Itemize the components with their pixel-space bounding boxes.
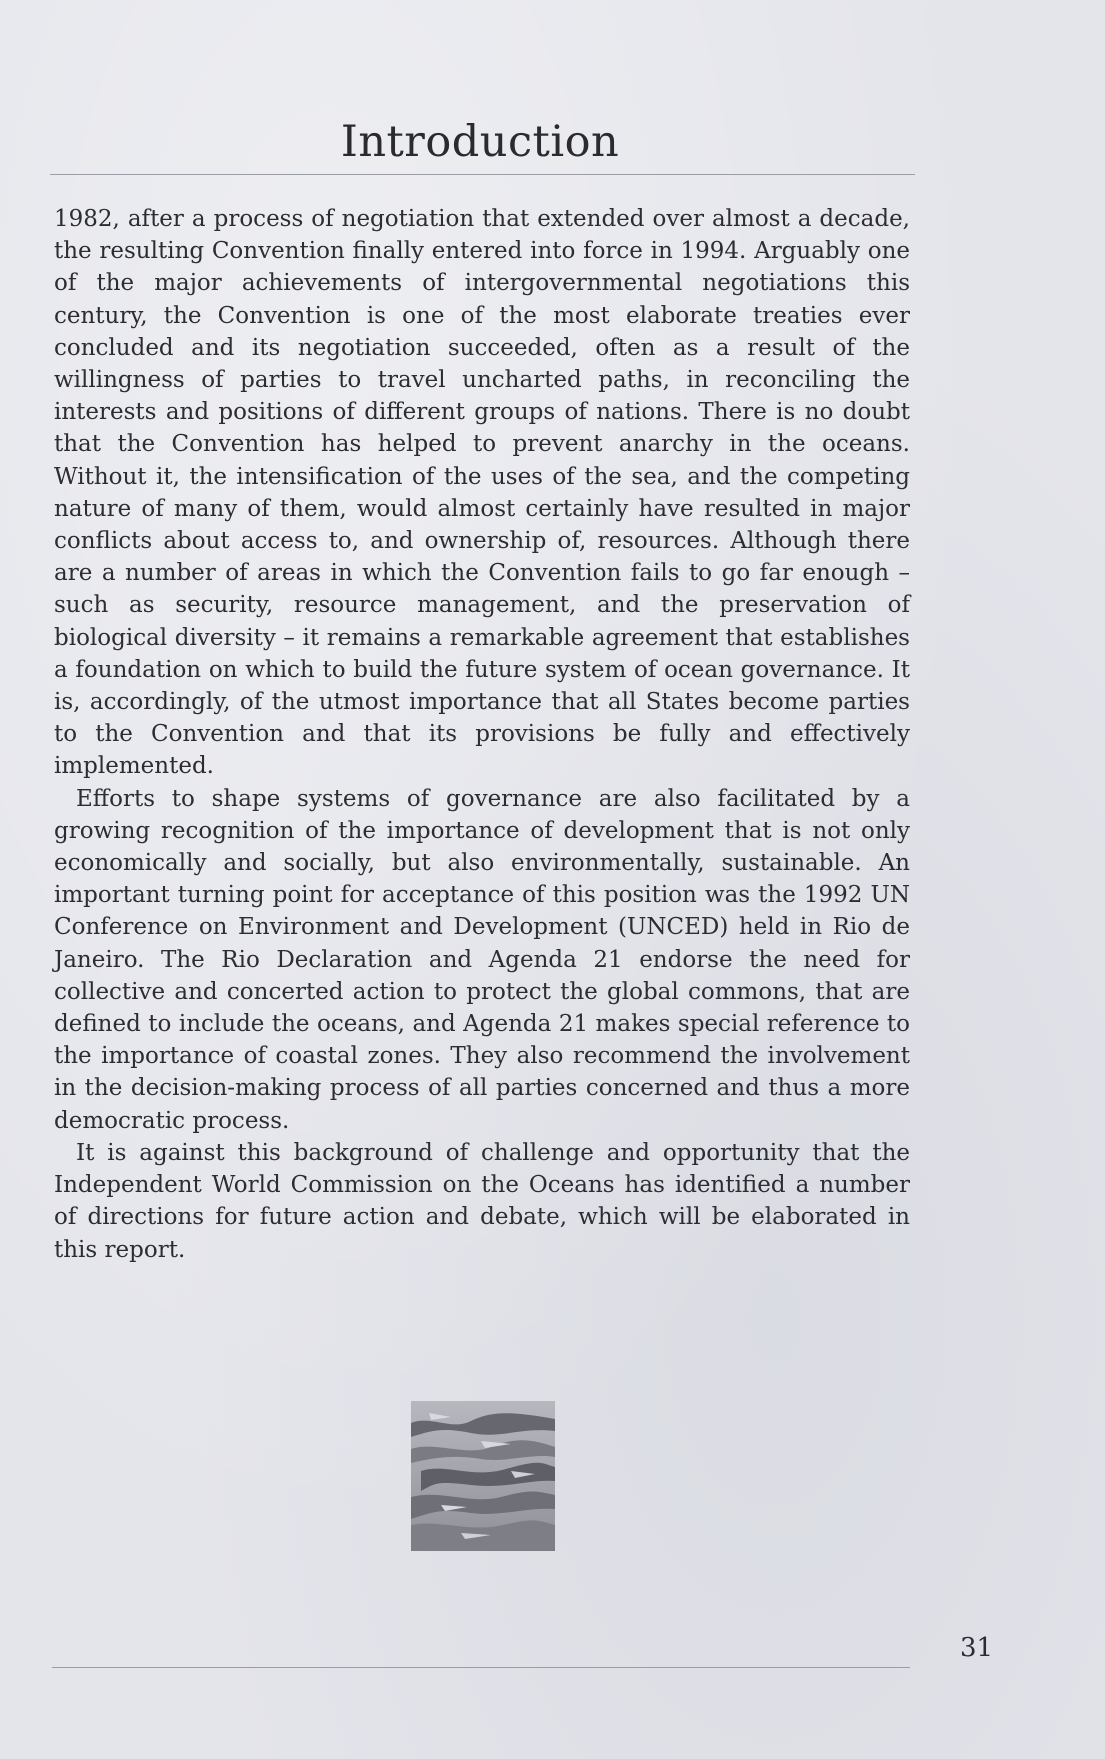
- paragraph: It is against this background of challenge and opportunity that the Independent World Commission on the Oceans has identified a number of directions for future action and debate, which will be elaborated in this report.: [54, 1139, 910, 1263]
- page-title: Introduction: [340, 116, 620, 167]
- paragraph: 1982, after a process of negotiation that extended over almost a decade, the resulting Convention finally entered into force in 1994. Arguably one of the major achievements of intergovernmental negotiations this century, the Convention is one of the most elaborate treaties ever concluded and its negotiation succeeded, often as a result of the willingness of parties to travel uncharted paths, in reconciling the interests and positions of different groups of nations. There is no doubt that the Convention has helped to prevent anarchy in the oceans. Without it, the intensification of the uses of the sea, and the competing nature of many of them, would almost certainly have resulted in major conflicts about access to, and ownership of, resources. Although there are a number of areas in which the Convention fails to go far enough – such as security, resource management, and the preservation of biological diversity – it remains a remarkable agreement that establishes a foundation on which to build the future system of ocean governance. It is, accordingly, of the utmost importance that all States become parties to the Convention and that its provisions be fully and effectively implemented.: [54, 206, 910, 780]
- footer-divider: [52, 1667, 910, 1668]
- title-divider: [50, 174, 915, 175]
- ocean-waves-icon: [411, 1401, 555, 1551]
- page-number: 31: [960, 1633, 994, 1663]
- paragraph: Efforts to shape systems of governance are also facilitated by a growing recognition of the importance of development that is not only economically and socially, but also environmentally, sustainable. An important turning point for acceptance of this position was the 1992 UN Conference on Environment and Development (UNCED) held in Rio de Janeiro. The Rio Declaration and Agenda 21 endorse the need for collective and concerted action to protect the global commons, that are defined to include the oceans, and Agenda 21 makes special reference to the importance of coastal zones. They also recommend the involvement in the decision-making process of all parties concerned and thus a more democratic process.: [54, 785, 910, 1134]
- body-text: [54, 203, 910, 1266]
